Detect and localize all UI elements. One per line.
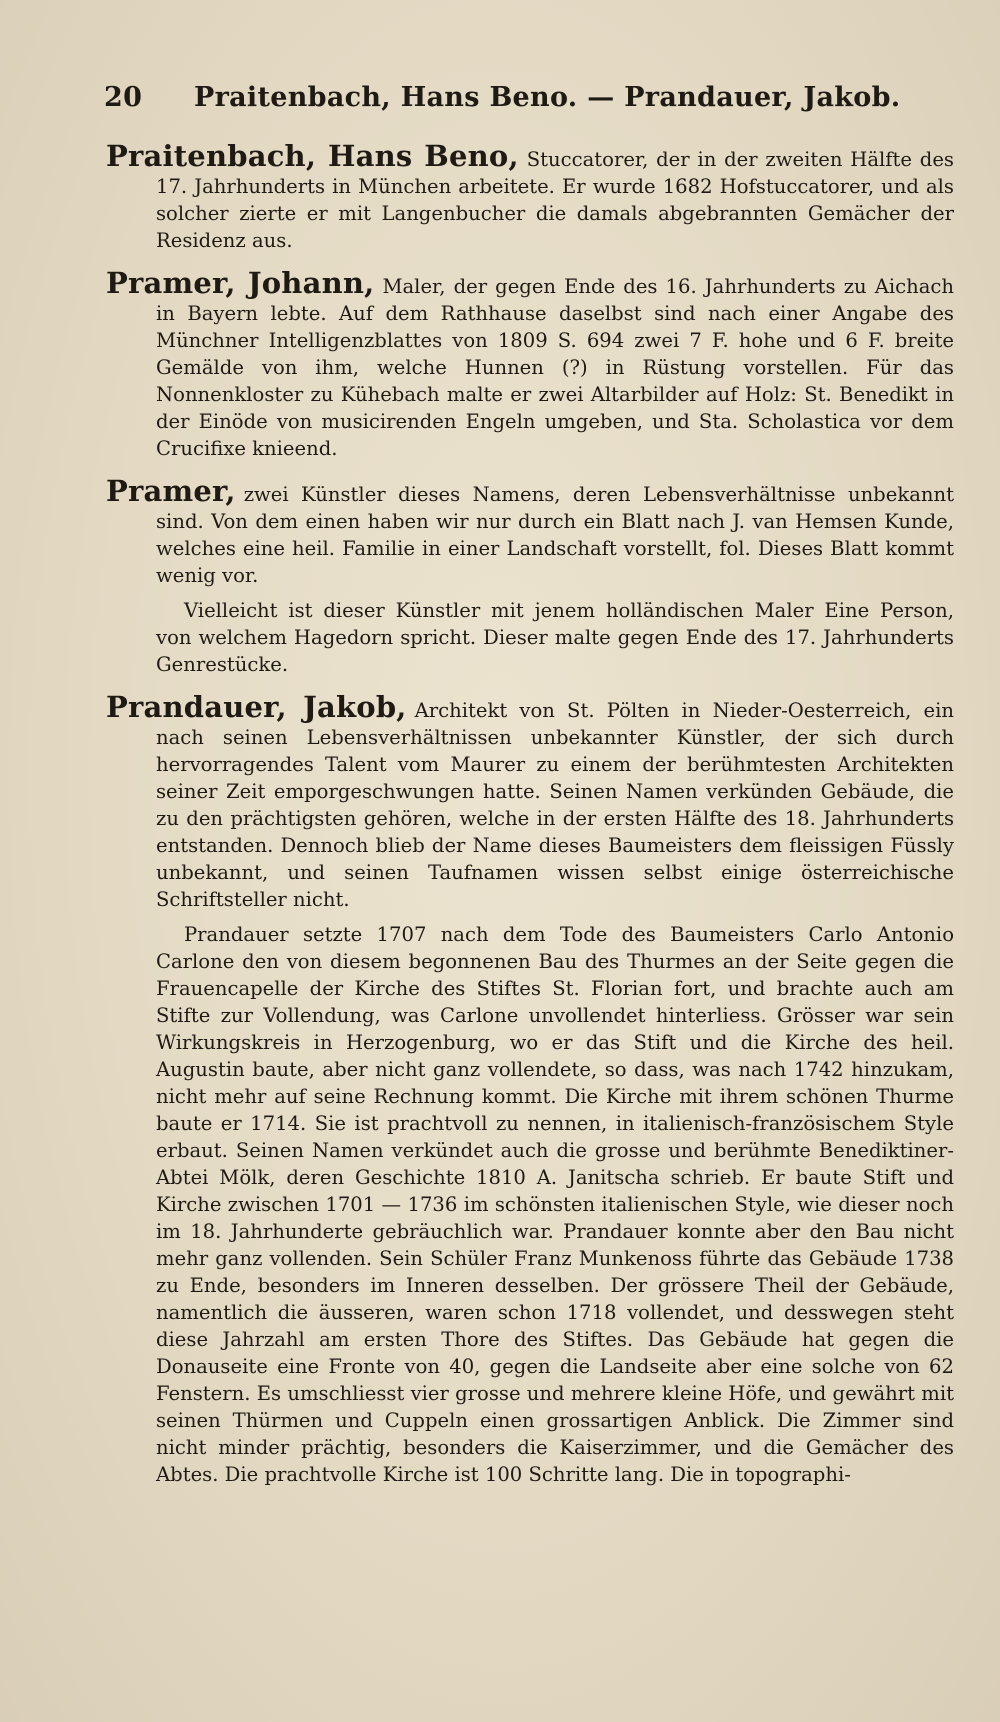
entry-paragraph bbox=[106, 139, 954, 254]
entry-headword: Pramer, Johann, bbox=[106, 266, 375, 300]
entry-text: Architekt von St. Pölten in Nieder-Oesterreich, ein nach seinen Lebensverhältnissen unbekannter Künstler, der sich durch hervorragendes Talent vom Maurer zu einem der berühmtesten Architekten seiner Zeit emporgeschwungen hatte. Seinen Namen verkünden Gebäude, die zu den prächtigsten gehören, welche in der ersten Hälfte des 18. Jahrhunderts entstanden. Dennoch blieb der Name dieses Baumeisters dem fleissigen Füssly unbekannt, und seinen Taufnamen wissen selbst einige österreichische Schriftsteller nicht. bbox=[156, 699, 954, 911]
entry-text: zwei Künstler dieses Namens, deren Lebensverhältnisse unbekannt sind. Von dem einen haben wir nur durch ein Blatt nach J. van Hemsen Kunde, welches eine heil. Familie in einer Landschaft vorstellt, fol. Dieses Blatt kommt wenig vor. bbox=[156, 483, 954, 587]
entry-paragraph bbox=[106, 266, 954, 462]
entry-prandauer bbox=[106, 690, 954, 1488]
entry-headword: Pramer, bbox=[106, 474, 236, 508]
entry-pramer-johann bbox=[106, 266, 954, 462]
entry-praitenbach bbox=[106, 139, 954, 254]
entry-paragraph bbox=[106, 690, 954, 913]
running-head: Praitenbach, Hans Beno. — Prandauer, Jakob. bbox=[194, 82, 901, 113]
page-header bbox=[104, 82, 954, 113]
entry-paragraph bbox=[106, 474, 954, 589]
entry-pramer bbox=[106, 474, 954, 678]
entry-paragraph-continued: Vielleicht ist dieser Künstler mit jenem holländischen Maler Eine Person, von welchem Hagedorn spricht. Dieser malte gegen Ende des 17. Jahrhunderts Genrestücke. bbox=[156, 599, 954, 676]
entry-paragraph-continued: Prandauer setzte 1707 nach dem Tode des Baumeisters Carlo Antonio Carlone den von diesem begonnenen Bau des Thurmes an der Seite gegen die Frauencapelle der Kirche des Stiftes St. Florian fort, und brachte auch am Stifte zur Vollendung, was Carlone unvollendet hinterliess. Grösser war sein Wirkungskreis in Herzogenburg, wo er das Stift und die Kirche des heil. Augustin baute, aber nicht ganz vollendete, so dass, was nach 1742 hinzukam, nicht mehr auf seine Rechnung kommt. Die Kirche mit ihrem schönen Thurme baute er 1714. Sie ist prachtvoll zu nennen, in italienisch-französischem Style erbaut. Seinen Namen verkündet auch die grosse und berühmte Benediktiner-Abtei Mölk, deren Geschichte 1810 A. Janitscha schrieb. Er baute Stift und Kirche zwischen 1701 — 1736 im schönsten italienischen Style, wie dieser noch im 18. Jahrhunderte gebräuchlich war. Prandauer konnte aber den Bau nicht mehr ganz vollenden. Sein Schüler Franz Munkenoss führte das Gebäude 1738 zu Ende, besonders im Inneren desselben. Der grössere Theil der Gebäude, namentlich die äusseren, waren schon 1718 vollendet, und desswegen steht diese Jahrzahl am ersten Thore des Stiftes. Das Gebäude hat gegen die Donauseite eine Fronte von 40, gegen die Landseite aber eine solche von 62 Fenstern. Es umschliesst vier grosse und mehrere kleine Höfe, und gewährt mit seinen Thürmen und Cuppeln einen grossartigen Anblick. Die Zimmer sind nicht minder prächtig, besonders die Kaiserzimmer, und die Gemächer des Abtes. Die prachtvolle Kirche ist 100 Schritte lang. Die in topographi- bbox=[156, 923, 954, 1486]
entry-headword: Prandauer, Jakob, bbox=[106, 690, 407, 724]
page-number: 20 bbox=[104, 82, 143, 113]
entry-text: Maler, der gegen Ende des 16. Jahrhunderts zu Aichach in Bayern lebte. Auf dem Rathhause daselbst sind nach einer Angabe des Münchner Intelligenzblattes von 1809 S. 694 zwei 7 F. hohe und 6 F. breite Gemälde von ihm, welche Hunnen (?) in Rüstung vorstellen. Für das Nonnenkloster zu Kühebach malte er zwei Altarbilder auf Holz: St. Benedikt in der Einöde von musicirenden Engeln umgeben, und Sta. Scholastica vor dem Crucifixe knieend. bbox=[156, 275, 954, 460]
entry-text: Stuccatorer, der in der zweiten Hälfte des 17. Jahrhunderts in München arbeitete. Er wurde 1682 Hofstuccatorer, und als solcher zierte er mit Langenbucher die damals abgebrannten Gemächer der Residenz aus. bbox=[156, 148, 954, 252]
entry-headword: Praitenbach, Hans Beno, bbox=[106, 139, 519, 173]
